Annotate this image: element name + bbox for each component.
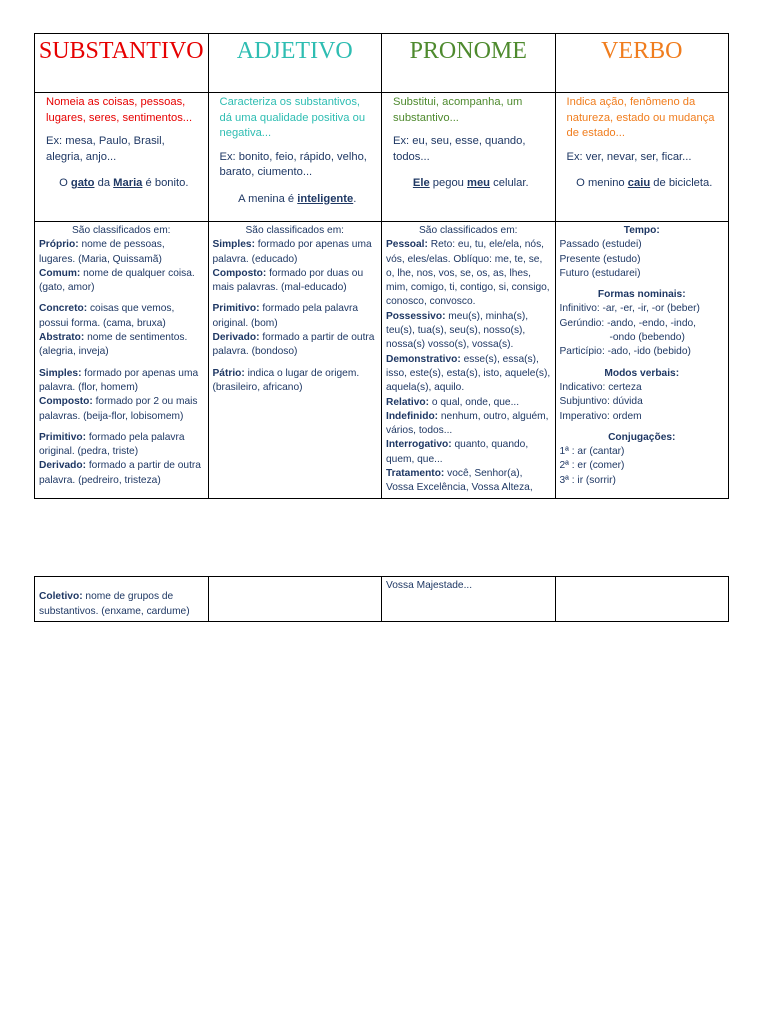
definition: Nomeia as coisas, pessoas, lugares, seres, sentimentos...: [46, 96, 193, 124]
list-item: Pessoal: Reto: eu, tu, ele/ela, nós, vós, eles/elas. Oblíquo: me, te, se, o, lhe, nos, vos, se, os, as, lhes, mim, comigo, ti, contigo, si, consigo, conosco, convosco.: [386, 239, 550, 308]
list-item: Demonstrativo: esse(s), essa(s), isso, este(s), esta(s), isto, aquele(s), aquela(s), aquilo.: [386, 353, 551, 394]
classification-caption: São classificados em:: [245, 225, 345, 236]
header-row: [35, 34, 729, 93]
definition: Caracteriza os substantivos, dá uma qualidade positiva ou negativa...: [219, 96, 366, 139]
example-sentence: O gato da Maria é bonito.: [59, 177, 189, 189]
modos-title: Modos verbais:: [604, 367, 680, 379]
desc-pronome: [382, 93, 556, 222]
classification-row: [35, 222, 729, 499]
desc-verbo: [555, 93, 729, 222]
formas-title: Formas nominais:: [597, 289, 686, 301]
list-item: Passado (estudei): [559, 239, 642, 251]
definition: Substitui, acompanha, um substantivo...: [393, 96, 523, 124]
title-pronome: PRONOME: [409, 38, 527, 64]
list-item: Comum: nome de qualquer coisa. (gato, amor): [39, 267, 195, 294]
list-item: -ondo (bebendo): [609, 332, 685, 344]
list-item: Pátrio: indica o lugar de origem. (brasileiro, africano): [212, 367, 360, 393]
desc-substantivo: [35, 93, 209, 222]
cls-substantivo: [35, 222, 209, 499]
list-item: Subjuntivo: dúvida: [559, 396, 643, 408]
list-item: Futuro (estudarei): [559, 267, 641, 279]
list-item: Abstrato: nome de sentimentos. (alegria, inveja): [39, 332, 188, 358]
example: Ex: eu, seu, esse, quando, todos...: [393, 135, 526, 163]
list-item: Gerúndio: -ando, -endo, -indo,: [559, 317, 696, 329]
cls-adjetivo: [208, 222, 382, 499]
cls-pronome: [382, 222, 556, 499]
example-sentence: A menina é inteligente.: [238, 192, 357, 205]
header-substantivo: [35, 34, 209, 93]
header-verbo: [555, 34, 729, 93]
list-item: Composto: formado por duas ou mais palavras. (mal-educado): [212, 267, 364, 294]
list-item: Interrogativo: quanto, quando, quem, que...: [386, 439, 529, 465]
cont-pronome: Vossa Majestade...: [382, 577, 556, 622]
list-item: Indefinido: nenhum, outro, alguém, vários, todos...: [386, 410, 549, 437]
list-item: Particípio: -ado, -ido (bebido): [559, 346, 691, 358]
cont-verbo: [555, 577, 729, 622]
list-item: Simples: formado por apenas uma palavra. (flor, homem): [39, 367, 199, 393]
example: Ex: mesa, Paulo, Brasil, alegria, anjo...: [46, 135, 165, 163]
list-item: Infinitivo: -ar, -er, -ir, -or (beber): [559, 303, 700, 315]
description-row: [35, 93, 729, 222]
list-item: Possessivo: meu(s), minha(s), teu(s), tua(s), seu(s), nosso(s), nossa(s) vosso(s), vossa(s).: [386, 310, 529, 351]
list-item: Indicativo: certeza: [559, 381, 642, 393]
list-item: 3ª : ir (sorrir): [559, 474, 616, 486]
example: Ex: ver, nevar, ser, ficar...: [566, 150, 692, 163]
example-sentence: Ele pegou meu celular.: [412, 177, 529, 189]
definition: Indica ação, fenômeno da natureza, estado ou mudança de estado...: [566, 96, 715, 139]
example: Ex: bonito, feio, rápido, velho, barato, ciumento...: [219, 150, 367, 178]
list-item: Presente (estudo): [559, 253, 641, 265]
list-item: Derivado: formado a partir de outra palavra. (pedreiro, tristeza): [39, 460, 201, 486]
list-item: 1ª : ar (cantar): [559, 446, 625, 458]
conjugacoes-title: Conjugações:: [608, 431, 676, 443]
list-item: Composto: formado por 2 ou mais palavras. (beija-flor, lobisomem): [39, 396, 198, 422]
cls-verbo: [555, 222, 729, 499]
title-substantivo: SUBSTANTIVO: [38, 38, 204, 64]
header-pronome: [382, 34, 556, 93]
list-item: Simples: formado por apenas uma palavra. (educado): [212, 239, 372, 265]
classification-caption: São classificados em:: [418, 225, 518, 236]
list-item: Primitivo: formado pela palavra original. (pedra, triste): [39, 431, 185, 458]
list-item: Derivado: formado a partir de outra palavra. (bondoso): [212, 332, 375, 358]
cont-adjetivo: [208, 577, 382, 622]
classification-caption: São classificados em:: [71, 225, 171, 236]
example-sentence: O menino caiu de bicicleta.: [576, 177, 713, 189]
continuation-row: [35, 577, 729, 622]
list-item: Imperativo: ordem: [559, 410, 642, 422]
title-verbo: VERBO: [601, 38, 683, 64]
list-item: Próprio: nome de pessoas, lugares. (Maria, Quissamã): [39, 239, 165, 265]
title-adjetivo: ADJETIVO: [236, 38, 353, 64]
list-item: 2ª : er (comer): [559, 460, 625, 472]
header-adjetivo: [208, 34, 382, 93]
list-item: Primitivo: formado pela palavra original. (bom): [212, 303, 359, 329]
tempo-title: Tempo:: [623, 225, 660, 236]
list-item: Tratamento: você, Senhor(a), Vossa Excelência, Vossa Alteza,: [386, 468, 533, 494]
list-item: Concreto: coisas que vemos, possui forma. (cama, bruxa): [39, 303, 175, 329]
desc-adjetivo: [208, 93, 382, 222]
grammar-table: [34, 33, 729, 499]
list-item: Relativo: o qual, onde, que...: [386, 396, 520, 408]
continuation-table: [34, 576, 729, 622]
cont-substantivo: Coletivo: nome de grupos de substantivos. (enxame, cardume): [35, 577, 209, 622]
